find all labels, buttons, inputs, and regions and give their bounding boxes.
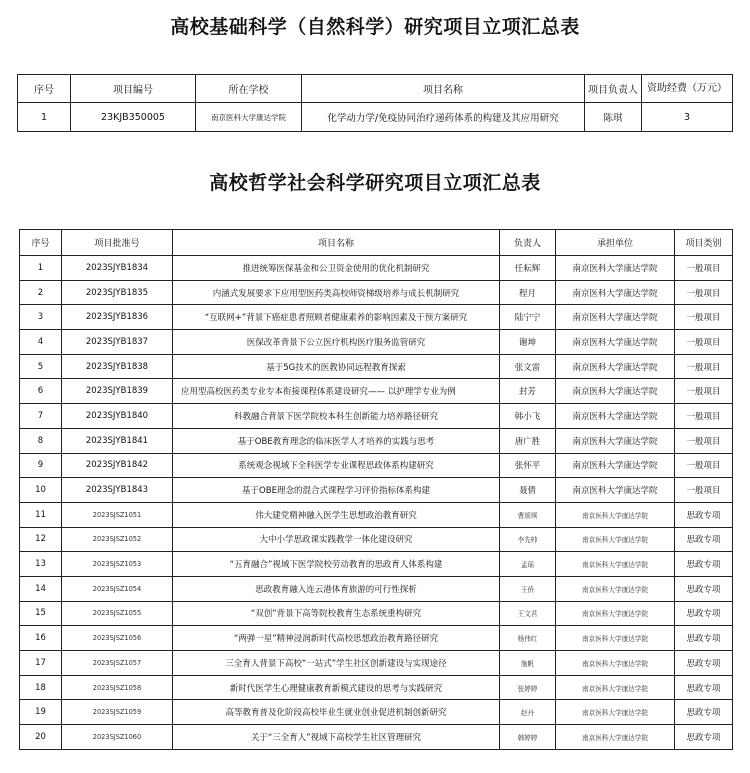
cell-approval-number: 2023SJSZ1055 bbox=[62, 601, 173, 626]
cell-project-category: 一般项目 bbox=[675, 280, 733, 305]
table-row bbox=[20, 280, 733, 305]
cell-host-unit: 南京医科大学康达学院 bbox=[556, 576, 675, 601]
cell-project-name: “五育融合”视域下医学院校劳动教育的思政育人体系构建 bbox=[173, 552, 500, 577]
cell-project-category: 思政专项 bbox=[675, 626, 733, 651]
cell-funding: 3 bbox=[642, 103, 733, 132]
header-project-name: 项目名称 bbox=[173, 230, 500, 256]
cell-approval-number: 2023SJYB1842 bbox=[62, 453, 173, 478]
cell-project-name: 大中小学思政课实践教学一体化建设研究 bbox=[173, 527, 500, 552]
cell-leader: 封芳 bbox=[500, 379, 556, 404]
table-row bbox=[20, 651, 733, 676]
table-row bbox=[20, 404, 733, 429]
table-row bbox=[20, 453, 733, 478]
header-host-unit: 承担单位 bbox=[556, 230, 675, 256]
table-row bbox=[20, 502, 733, 527]
cell-seq: 4 bbox=[20, 330, 62, 355]
header-seq: 序号 bbox=[18, 75, 71, 103]
cell-project-name: 高等教育普及化阶段高校毕业生就业创业促进机制创新研究 bbox=[173, 700, 500, 725]
cell-approval-number: 2023SJYB1839 bbox=[62, 379, 173, 404]
cell-seq: 6 bbox=[20, 379, 62, 404]
cell-host-unit: 南京医科大学康达学院 bbox=[556, 305, 675, 330]
cell-approval-number: 2023SJSZ1058 bbox=[62, 675, 173, 700]
cell-seq: 1 bbox=[18, 103, 71, 132]
cell-project-name: 新时代医学生心理健康教育新模式建设的思考与实践研究 bbox=[173, 675, 500, 700]
cell-leader: 聂倩 bbox=[500, 478, 556, 503]
header-school: 所在学校 bbox=[196, 75, 302, 103]
cell-project-category: 思政专项 bbox=[675, 651, 733, 676]
cell-host-unit: 南京医科大学康达学院 bbox=[556, 601, 675, 626]
cell-seq: 14 bbox=[20, 576, 62, 601]
cell-seq: 5 bbox=[20, 354, 62, 379]
cell-leader: 曹颂琪 bbox=[500, 502, 556, 527]
table-row bbox=[20, 330, 733, 355]
cell-project-leader: 陈琪 bbox=[585, 103, 642, 132]
cell-host-unit: 南京医科大学康达学院 bbox=[556, 404, 675, 429]
cell-project-category: 思政专项 bbox=[675, 502, 733, 527]
table-row bbox=[20, 626, 733, 651]
cell-project-name: 三全育人背景下高校“一站式”学生社区创新建设与实现途径 bbox=[173, 651, 500, 676]
cell-seq: 10 bbox=[20, 478, 62, 503]
cell-project-category: 思政专项 bbox=[675, 527, 733, 552]
cell-project-category: 一般项目 bbox=[675, 478, 733, 503]
cell-leader: 谢坤 bbox=[500, 330, 556, 355]
cell-host-unit: 南京医科大学康达学院 bbox=[556, 280, 675, 305]
cell-project-name: 化学动力学/免疫协同治疗递药体系的构建及其应用研究 bbox=[302, 103, 585, 132]
cell-project-name: “互联网+”背景下癌症患者照顾者健康素养的影响因素及干预方案研究 bbox=[173, 305, 500, 330]
cell-seq: 2 bbox=[20, 280, 62, 305]
cell-school: 南京医科大学康达学院 bbox=[196, 103, 302, 132]
cell-host-unit: 南京医科大学康达学院 bbox=[556, 453, 675, 478]
table-header-row bbox=[20, 230, 733, 256]
cell-project-category: 一般项目 bbox=[675, 305, 733, 330]
cell-leader: 唐广胜 bbox=[500, 428, 556, 453]
cell-leader: 王文君 bbox=[500, 601, 556, 626]
table-row bbox=[20, 601, 733, 626]
table-row bbox=[18, 103, 733, 132]
header-project-category: 项目类别 bbox=[675, 230, 733, 256]
cell-leader: 李先帅 bbox=[500, 527, 556, 552]
cell-host-unit: 南京医科大学康达学院 bbox=[556, 651, 675, 676]
cell-host-unit: 南京医科大学康达学院 bbox=[556, 330, 675, 355]
cell-project-name: 基于OBE教育理念的临床医学人才培养的实践与思考 bbox=[173, 428, 500, 453]
cell-host-unit: 南京医科大学康达学院 bbox=[556, 502, 675, 527]
cell-leader: 施帆 bbox=[500, 651, 556, 676]
table-row bbox=[20, 725, 733, 750]
cell-project-name: 基于OBE理念的混合式课程学习评价指标体系构建 bbox=[173, 478, 500, 503]
cell-host-unit: 南京医科大学康达学院 bbox=[556, 354, 675, 379]
cell-seq: 12 bbox=[20, 527, 62, 552]
cell-project-category: 一般项目 bbox=[675, 379, 733, 404]
cell-host-unit: 南京医科大学康达学院 bbox=[556, 675, 675, 700]
natural-science-project-table bbox=[17, 74, 733, 132]
cell-project-category: 一般项目 bbox=[675, 428, 733, 453]
cell-project-category: 思政专项 bbox=[675, 576, 733, 601]
cell-project-category: 一般项目 bbox=[675, 404, 733, 429]
cell-leader: 任耘辉 bbox=[500, 256, 556, 281]
cell-project-name: 基于5G技术的医教协同远程教育探索 bbox=[173, 354, 500, 379]
cell-approval-number: 2023SJYB1834 bbox=[62, 256, 173, 281]
cell-leader: 韩小飞 bbox=[500, 404, 556, 429]
header-project-name: 项目名称 bbox=[302, 75, 585, 103]
table-row bbox=[20, 354, 733, 379]
table-row bbox=[20, 379, 733, 404]
page-title-social-science: 高校哲学社会科学研究项目立项汇总表 bbox=[209, 172, 541, 194]
cell-leader: 陆宁宁 bbox=[500, 305, 556, 330]
cell-project-category: 思政专项 bbox=[675, 601, 733, 626]
cell-leader: 赵丹 bbox=[500, 700, 556, 725]
table-row bbox=[20, 700, 733, 725]
table-row bbox=[20, 305, 733, 330]
cell-approval-number: 2023SJYB1840 bbox=[62, 404, 173, 429]
cell-approval-number: 2023SJSZ1053 bbox=[62, 552, 173, 577]
table-header-row bbox=[18, 75, 733, 103]
table-row bbox=[20, 675, 733, 700]
cell-leader: 程月 bbox=[500, 280, 556, 305]
cell-seq: 15 bbox=[20, 601, 62, 626]
cell-leader: 孟瑶 bbox=[500, 552, 556, 577]
cell-host-unit: 南京医科大学康达学院 bbox=[556, 478, 675, 503]
cell-approval-number: 2023SJSZ1059 bbox=[62, 700, 173, 725]
cell-project-code: 23KJB350005 bbox=[71, 103, 196, 132]
cell-seq: 20 bbox=[20, 725, 62, 750]
cell-host-unit: 南京医科大学康达学院 bbox=[556, 256, 675, 281]
cell-approval-number: 2023SJYB1835 bbox=[62, 280, 173, 305]
cell-project-category: 思政专项 bbox=[675, 552, 733, 577]
cell-project-category: 思政专项 bbox=[675, 725, 733, 750]
cell-project-category: 思政专项 bbox=[675, 700, 733, 725]
cell-seq: 1 bbox=[20, 256, 62, 281]
page-title-natural-science: 高校基础科学（自然科学）研究项目立项汇总表 bbox=[170, 16, 580, 38]
cell-approval-number: 2023SJSZ1052 bbox=[62, 527, 173, 552]
cell-project-name: 伟大建党精神融入医学生思想政治教育研究 bbox=[173, 502, 500, 527]
cell-project-category: 一般项目 bbox=[675, 354, 733, 379]
cell-leader: 韩婷婷 bbox=[500, 725, 556, 750]
cell-seq: 3 bbox=[20, 305, 62, 330]
cell-approval-number: 2023SJSZ1051 bbox=[62, 502, 173, 527]
cell-project-name: “两弹一星”精神浸润新时代高校思想政治教育路径研究 bbox=[173, 626, 500, 651]
cell-seq: 19 bbox=[20, 700, 62, 725]
cell-host-unit: 南京医科大学康达学院 bbox=[556, 552, 675, 577]
cell-seq: 13 bbox=[20, 552, 62, 577]
cell-approval-number: 2023SJSZ1056 bbox=[62, 626, 173, 651]
cell-project-category: 一般项目 bbox=[675, 453, 733, 478]
table-row bbox=[20, 576, 733, 601]
table-row bbox=[20, 527, 733, 552]
cell-seq: 11 bbox=[20, 502, 62, 527]
cell-leader: 张婷婷 bbox=[500, 675, 556, 700]
cell-project-name: 思政教育融入连云港体育旅游的可行性探析 bbox=[173, 576, 500, 601]
cell-host-unit: 南京医科大学康达学院 bbox=[556, 428, 675, 453]
cell-leader: 王侨 bbox=[500, 576, 556, 601]
cell-approval-number: 2023SJYB1838 bbox=[62, 354, 173, 379]
cell-approval-number: 2023SJSZ1054 bbox=[62, 576, 173, 601]
cell-project-category: 思政专项 bbox=[675, 675, 733, 700]
cell-leader: 杨伟红 bbox=[500, 626, 556, 651]
cell-approval-number: 2023SJYB1841 bbox=[62, 428, 173, 453]
header-project-leader: 项目负责人 bbox=[585, 75, 642, 103]
cell-host-unit: 南京医科大学康达学院 bbox=[556, 700, 675, 725]
cell-project-name: 推进统筹医保基金和公卫资金使用的优化机制研究 bbox=[173, 256, 500, 281]
table-row bbox=[20, 256, 733, 281]
cell-project-name: 内涵式发展要求下应用型医药类高校师资梯级培养与成长机制研究 bbox=[173, 280, 500, 305]
cell-seq: 8 bbox=[20, 428, 62, 453]
cell-host-unit: 南京医科大学康达学院 bbox=[556, 379, 675, 404]
cell-seq: 18 bbox=[20, 675, 62, 700]
cell-seq: 17 bbox=[20, 651, 62, 676]
table-row bbox=[20, 428, 733, 453]
cell-project-name: 关于“三全育人”视域下高校学生社区管理研究 bbox=[173, 725, 500, 750]
cell-host-unit: 南京医科大学康达学院 bbox=[556, 725, 675, 750]
cell-host-unit: 南京医科大学康达学院 bbox=[556, 626, 675, 651]
header-seq: 序号 bbox=[20, 230, 62, 256]
cell-project-name: 系统观念视域下全科医学专业课程思政体系构建研究 bbox=[173, 453, 500, 478]
cell-leader: 张文雷 bbox=[500, 354, 556, 379]
cell-seq: 7 bbox=[20, 404, 62, 429]
table-row bbox=[20, 478, 733, 503]
header-leader: 负责人 bbox=[500, 230, 556, 256]
cell-leader: 张怀平 bbox=[500, 453, 556, 478]
cell-approval-number: 2023SJSZ1057 bbox=[62, 651, 173, 676]
header-project-code: 项目编号 bbox=[71, 75, 196, 103]
cell-seq: 16 bbox=[20, 626, 62, 651]
cell-approval-number: 2023SJYB1843 bbox=[62, 478, 173, 503]
cell-approval-number: 2023SJSZ1060 bbox=[62, 725, 173, 750]
cell-project-category: 一般项目 bbox=[675, 256, 733, 281]
cell-project-name: 应用型高校医药类专业专本衔接课程体系建设研究—— 以护理学专业为例 bbox=[173, 379, 500, 404]
cell-approval-number: 2023SJYB1837 bbox=[62, 330, 173, 355]
cell-host-unit: 南京医科大学康达学院 bbox=[556, 527, 675, 552]
header-funding: 资助经费（万元） bbox=[642, 75, 733, 103]
table-row bbox=[20, 552, 733, 577]
cell-approval-number: 2023SJYB1836 bbox=[62, 305, 173, 330]
cell-project-name: 科教融合背景下医学院校本科生创新能力培养路径研究 bbox=[173, 404, 500, 429]
cell-seq: 9 bbox=[20, 453, 62, 478]
cell-project-category: 一般项目 bbox=[675, 330, 733, 355]
header-approval-number: 项目批准号 bbox=[62, 230, 173, 256]
cell-project-name: 医保改革背景下公立医疗机构医疗服务监管研究 bbox=[173, 330, 500, 355]
cell-project-name: “双创”背景下高等院校教育生态系统重构研究 bbox=[173, 601, 500, 626]
social-science-project-table bbox=[19, 229, 733, 750]
